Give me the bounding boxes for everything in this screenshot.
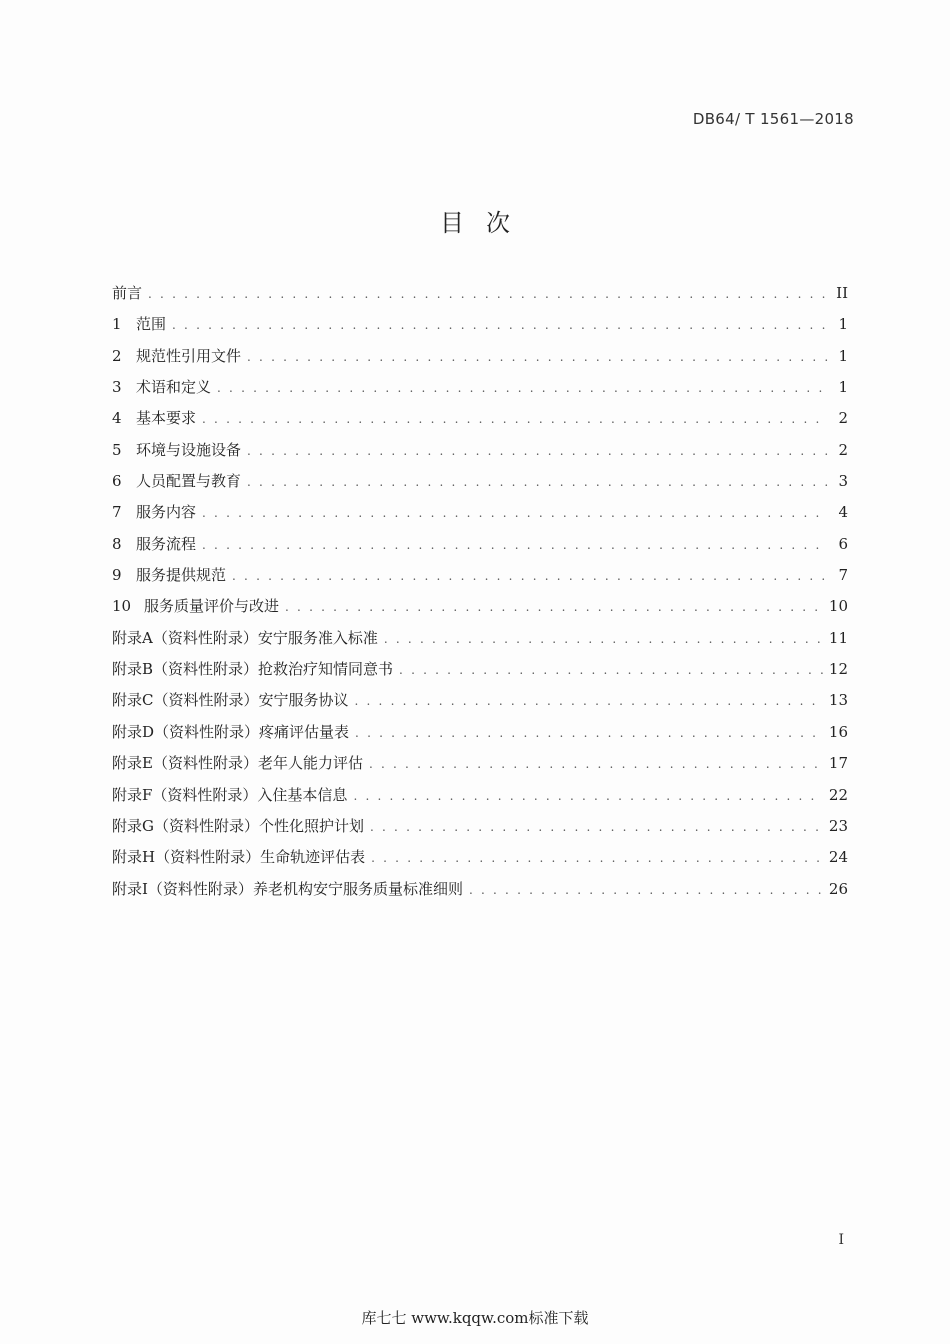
- toc-entry-label: 入住基本信息: [257, 785, 348, 804]
- toc-leader-dots: [399, 663, 823, 677]
- toc-entry-page: 12: [828, 660, 848, 679]
- toc-entry-page: II: [836, 284, 848, 302]
- toc-entry-annex-f[interactable]: [112, 784, 848, 815]
- toc-entry-3[interactable]: [112, 376, 848, 407]
- toc-annex-number: 附录E（资料性附录）: [112, 754, 258, 773]
- toc-entry-10[interactable]: [112, 595, 848, 626]
- toc-entry-page: 11: [828, 628, 848, 647]
- footer-watermark-text: 库七七 www.kqqw.com标准下载: [361, 1309, 589, 1327]
- toc-entry-label: 个性化照护计划: [258, 816, 364, 835]
- toc-annex-number: 附录B（资料性附录）: [112, 660, 259, 679]
- toc-entry-page: 2: [838, 440, 848, 459]
- toc-entry-1[interactable]: [112, 313, 848, 344]
- toc-leader-dots: [371, 851, 823, 865]
- toc-entry-page: 7: [838, 566, 848, 585]
- toc-annex-number: 附录A（资料性附录）: [112, 628, 258, 647]
- toc-entry-label: 服务流程: [136, 534, 197, 553]
- toc-annex-number: 附录G（资料性附录）: [112, 816, 259, 835]
- toc-leader-dots: [172, 318, 828, 332]
- toc-leader-dots: [384, 632, 823, 646]
- toc-entry-6[interactable]: [112, 470, 848, 501]
- toc-entry-page: 22: [828, 785, 848, 804]
- page-title: [0, 203, 950, 238]
- standard-code: DB64/ T 1561—2018: [692, 110, 854, 128]
- toc-entry-page: 1: [838, 378, 848, 397]
- table-of-contents: [112, 282, 848, 909]
- toc-entry-number: 4: [112, 409, 122, 428]
- toc-entry-page: 10: [828, 597, 848, 616]
- toc-leader-dots: [370, 820, 823, 834]
- toc-leader-dots: [247, 444, 828, 458]
- toc-entry-9[interactable]: [112, 564, 848, 595]
- toc-entry-label: 术语和定义: [136, 378, 212, 397]
- toc-entry-label: 环境与设施设备: [136, 440, 242, 459]
- toc-entry-label: 安宁服务协议: [258, 691, 349, 710]
- toc-entry-number: 2: [112, 346, 122, 365]
- toc-entry-label: 养老机构安宁服务质量标准细则: [252, 879, 463, 898]
- toc-entry-label: 安宁服务准入标准: [257, 628, 378, 647]
- toc-entry-number: 9: [112, 566, 122, 585]
- toc-entry-page: 26: [828, 879, 848, 898]
- toc-annex-number: 附录D（资料性附录）: [112, 722, 260, 741]
- toc-entry-number: 3: [112, 378, 122, 397]
- toc-entry-annex-a[interactable]: [112, 627, 848, 658]
- toc-entry-page: 23: [828, 816, 848, 835]
- toc-entry-label: 服务内容: [136, 503, 197, 522]
- toc-entry-number: 1: [112, 315, 122, 334]
- toc-entry-page: 13: [828, 691, 848, 710]
- toc-annex-number: 附录I（资料性附录）: [112, 879, 253, 898]
- toc-entry-label: 疼痛评估量表: [259, 722, 350, 741]
- toc-entry-label: 服务质量评价与改进: [144, 597, 280, 616]
- toc-entry-label: 规范性引用文件: [136, 346, 242, 365]
- toc-entry-label: 范围: [136, 315, 167, 334]
- toc-entry-annex-d[interactable]: [112, 721, 848, 752]
- toc-annex-number: 附录H（资料性附录）: [112, 848, 261, 867]
- toc-entry-annex-e[interactable]: [112, 752, 848, 783]
- toc-leader-dots: [217, 381, 828, 395]
- toc-leader-dots: [202, 506, 828, 520]
- toc-entry-number: 6: [112, 472, 122, 491]
- toc-entry-annex-h[interactable]: [112, 846, 848, 877]
- toc-entry-label: 抢救治疗知情同意书: [258, 660, 394, 679]
- toc-leader-dots: [247, 350, 828, 364]
- toc-entry-page: 6: [838, 534, 848, 553]
- toc-entry-annex-i[interactable]: [112, 878, 848, 909]
- toc-entry-number: 7: [112, 503, 122, 522]
- toc-leader-dots: [148, 287, 828, 301]
- toc-entry-page: 16: [828, 722, 848, 741]
- toc-entry-label: 服务提供规范: [136, 566, 227, 585]
- toc-leader-dots: [469, 883, 823, 897]
- toc-entry-number: 5: [112, 440, 122, 459]
- toc-entry-number: 8: [112, 534, 122, 553]
- toc-entry-page: 1: [838, 315, 848, 334]
- toc-annex-number: 附录F（资料性附录）: [112, 785, 258, 804]
- toc-entry-annex-g[interactable]: [112, 815, 848, 846]
- toc-entry-label: 老年人能力评估: [257, 754, 363, 773]
- toc-entry-8[interactable]: [112, 533, 848, 564]
- toc-entry-2[interactable]: [112, 345, 848, 376]
- toc-entry-label: 生命轨迹评估表: [260, 848, 366, 867]
- toc-entry-foreword[interactable]: [112, 282, 848, 313]
- toc-entry-page: 17: [828, 754, 848, 773]
- toc-leader-dots: [285, 600, 823, 614]
- toc-entry-5[interactable]: [112, 439, 848, 470]
- toc-entry-page: 3: [838, 472, 848, 491]
- page-number: I: [838, 1232, 844, 1248]
- toc-entry-label: 前言: [112, 284, 143, 302]
- toc-leader-dots: [202, 412, 828, 426]
- toc-leader-dots: [355, 726, 823, 740]
- toc-entry-page: 1: [838, 346, 848, 365]
- toc-leader-dots: [353, 789, 822, 803]
- toc-entry-annex-c[interactable]: [112, 689, 848, 720]
- toc-leader-dots: [247, 475, 828, 489]
- toc-leader-dots: [369, 757, 823, 771]
- toc-leader-dots: [202, 538, 828, 552]
- toc-entry-label: 人员配置与教育: [136, 472, 242, 491]
- toc-leader-dots: [232, 569, 828, 583]
- title-char-1: 目: [440, 209, 464, 237]
- toc-entry-page: 24: [828, 848, 848, 867]
- toc-entry-page: 2: [838, 409, 848, 428]
- toc-entry-annex-b[interactable]: [112, 658, 848, 689]
- toc-annex-number: 附录C（资料性附录）: [112, 691, 259, 710]
- toc-entry-label: 基本要求: [136, 409, 197, 428]
- title-char-2: 次: [486, 209, 510, 237]
- toc-entry-7[interactable]: [112, 501, 848, 532]
- toc-entry-4[interactable]: [112, 407, 848, 438]
- toc-entry-number: 10: [112, 597, 132, 616]
- toc-leader-dots: [355, 694, 823, 708]
- toc-entry-page: 4: [838, 503, 848, 522]
